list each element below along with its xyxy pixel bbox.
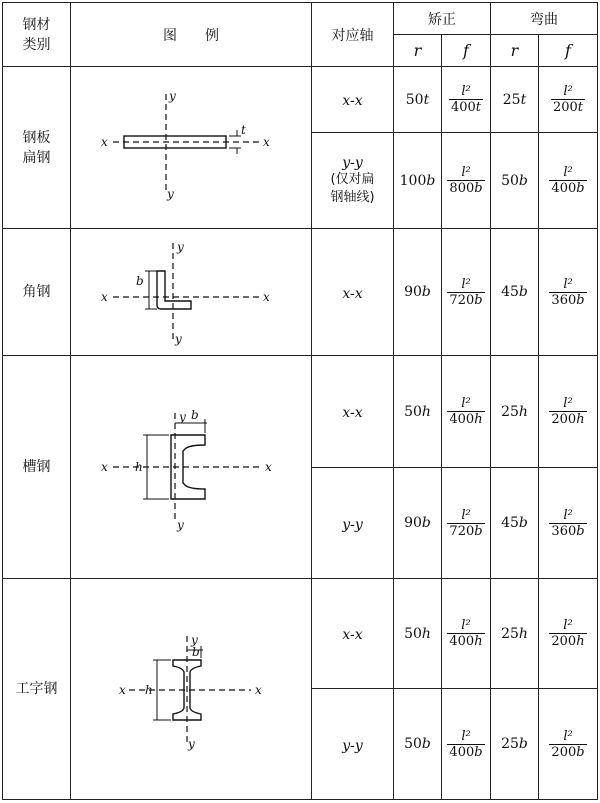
f-numerator: l² (447, 508, 484, 524)
f-den-num: 800 (449, 181, 475, 196)
axis-cell (312, 133, 394, 229)
channel-steel-diagram (91, 395, 291, 535)
r2-num: 45 (501, 284, 519, 300)
axis-cell (312, 67, 394, 133)
r2-var: h (518, 625, 528, 642)
r2-num: 25 (502, 91, 521, 108)
r-straighten-cell (394, 356, 442, 468)
f-den-var: t (475, 100, 482, 115)
figure-flat-steel (71, 67, 312, 229)
header-category (3, 3, 71, 67)
f-numerator: l² (449, 84, 483, 100)
header-r-straighten: r (394, 35, 442, 67)
f-straighten-cell (442, 468, 491, 579)
axis-text: x-x (342, 285, 363, 302)
f2-numerator: l² (551, 84, 585, 100)
r-var: b (421, 284, 431, 300)
r-num: 90 (404, 515, 422, 531)
r2-var: b (518, 284, 528, 300)
channel-y-top-label: y (179, 410, 186, 424)
f2-numerator: l² (549, 729, 586, 745)
r2-num: 25 (501, 403, 519, 420)
f2-den-var: b (576, 292, 585, 308)
r-straighten-cell (394, 133, 442, 229)
flat-x-left-label: x (101, 134, 108, 149)
axis-text: x-x (342, 627, 363, 643)
f2-den-var: h (576, 634, 585, 649)
category-text: 角钢 (22, 284, 51, 300)
f-bend-cell (539, 579, 598, 689)
f2-den-var: b (576, 744, 585, 760)
f2-den-num: 400 (551, 181, 577, 196)
figure-i-beam (71, 579, 312, 800)
f2-den-var: b (576, 181, 585, 196)
header-category-text: 钢材 类别 (22, 16, 51, 53)
r-bend-cell (491, 356, 539, 468)
f-den-var: h (474, 634, 483, 649)
r2-num: 25 (501, 736, 519, 752)
ibeam-y-bottom-label: y (188, 737, 195, 751)
r2-num: 25 (501, 625, 519, 642)
r-num: 50 (404, 736, 422, 752)
f-den-num: 400 (449, 634, 475, 649)
f2-den-num: 200 (552, 100, 578, 115)
f2-den-var: t (577, 100, 584, 115)
r-bend-cell (491, 67, 539, 133)
channel-x-right-label: x (265, 460, 272, 474)
axis-cell (312, 689, 394, 800)
f2-numerator: l² (549, 277, 586, 293)
f-den-num: 400 (450, 100, 476, 115)
f-bend-cell (539, 689, 598, 800)
f2-numerator: l² (549, 165, 586, 181)
ibeam-x-right-label: x (255, 683, 262, 697)
r-var: t (423, 91, 430, 108)
f-den-var: b (474, 181, 483, 196)
figure-angle-steel (71, 229, 312, 356)
f-bend-cell (539, 468, 598, 579)
flat-steel-diagram (91, 86, 291, 206)
r2-var: t (520, 91, 527, 108)
ibeam-y-top-label: y (191, 633, 198, 647)
category-cell (3, 229, 71, 356)
r-num: 100 (399, 172, 427, 189)
f-bend-cell (539, 229, 598, 356)
angle-x-left-label: x (101, 289, 108, 304)
f-den-var: b (474, 523, 483, 539)
axis-note: (仅对扁 钢轴线) (330, 171, 375, 205)
axis-text: y-y (342, 737, 363, 754)
category-cell (3, 356, 71, 579)
f-den-num: 720 (449, 523, 475, 539)
r-var: b (421, 736, 431, 752)
f2-den-num: 360 (551, 292, 577, 308)
header-straighten: 矫正 (394, 3, 491, 35)
r-bend-cell (491, 468, 539, 579)
table-row (3, 579, 598, 689)
f-den-var: b (474, 292, 483, 308)
f-straighten-cell (442, 579, 491, 689)
channel-h-label: h (135, 460, 143, 474)
category-text: 工字钢 (15, 681, 58, 697)
f-den-num: 400 (449, 412, 475, 427)
figure-channel-steel (71, 356, 312, 579)
r-bend-cell (491, 133, 539, 229)
flat-x-right-label: x (263, 134, 270, 149)
channel-b-label: b (191, 408, 199, 422)
flat-t-label: t (241, 122, 246, 137)
f-bend-cell (539, 133, 598, 229)
flat-y-bottom-label: y (167, 186, 174, 201)
table-row (3, 356, 598, 468)
table-row (3, 67, 598, 133)
flat-y-top-label: y (169, 88, 176, 103)
header-r-bend: r (491, 35, 539, 67)
axis-cell (312, 356, 394, 468)
f2-den-var: h (576, 412, 585, 427)
f-straighten-cell (442, 356, 491, 468)
header-figure: 图 例 (71, 3, 312, 67)
r-var: b (421, 515, 431, 531)
f2-den-var: b (576, 523, 585, 539)
header-f-bend: f (539, 35, 598, 67)
f-den-var: h (474, 412, 483, 427)
axis-cell (312, 229, 394, 356)
r-num: 50 (404, 403, 422, 420)
r2-var: b (518, 736, 528, 752)
f-numerator: l² (447, 277, 484, 293)
r2-var: h (518, 403, 528, 420)
f2-numerator: l² (549, 508, 586, 524)
f-den-num: 720 (449, 292, 475, 308)
axis-cell (312, 468, 394, 579)
channel-y-bottom-label: y (177, 518, 184, 532)
angle-steel-diagram (91, 233, 291, 348)
r-straighten-cell (394, 468, 442, 579)
r-num: 50 (404, 625, 422, 642)
header-f-straighten: f (442, 35, 491, 67)
f-den-var: b (474, 744, 483, 760)
r-straighten-cell (394, 67, 442, 133)
r-var: h (421, 403, 431, 420)
r2-var: b (518, 172, 528, 189)
f-numerator: l² (447, 165, 484, 181)
angle-y-bottom-label: y (175, 331, 182, 346)
r-var: h (421, 625, 431, 642)
r-straighten-cell (394, 689, 442, 800)
r-bend-cell (491, 579, 539, 689)
r-num: 50 (405, 91, 424, 108)
f-bend-cell (539, 67, 598, 133)
r-bend-cell (491, 229, 539, 356)
f2-numerator: l² (549, 618, 586, 634)
category-cell (3, 67, 71, 229)
f2-den-num: 200 (551, 412, 577, 427)
axis-text: x-x (342, 93, 363, 109)
i-beam-diagram (91, 622, 291, 752)
f-straighten-cell (442, 133, 491, 229)
f-numerator: l² (447, 396, 484, 412)
header-axis: 对应轴 (312, 3, 394, 67)
category-text: 钢板 扁钢 (22, 129, 51, 166)
angle-b-label: b (136, 273, 144, 288)
r2-var: b (518, 515, 528, 531)
ibeam-h-label: h (145, 683, 153, 697)
f-bend-cell (539, 356, 598, 468)
r-straighten-cell (394, 229, 442, 356)
f2-den-num: 360 (551, 523, 577, 539)
r2-num: 45 (501, 515, 519, 531)
r-var: b (426, 172, 436, 189)
f-den-num: 400 (449, 744, 475, 760)
r-straighten-cell (394, 579, 442, 689)
axis-text: y-y (342, 154, 363, 171)
f2-den-num: 200 (551, 634, 577, 649)
channel-x-left-label: x (101, 460, 108, 474)
f2-den-num: 200 (551, 744, 577, 760)
axis-text: x-x (342, 405, 363, 421)
r-num: 90 (404, 284, 422, 300)
steel-correction-table (2, 2, 598, 800)
ibeam-b-label: b (192, 645, 200, 659)
f2-numerator: l² (549, 396, 586, 412)
f-straighten-cell (442, 689, 491, 800)
r2-num: 50 (501, 172, 519, 189)
axis-cell (312, 579, 394, 689)
header-bend: 弯曲 (491, 3, 598, 35)
angle-y-top-label: y (177, 239, 184, 254)
r-bend-cell (491, 689, 539, 800)
f-straighten-cell (442, 67, 491, 133)
category-text: 槽钢 (22, 459, 51, 475)
f-straighten-cell (442, 229, 491, 356)
f-numerator: l² (447, 618, 484, 634)
ibeam-x-left-label: x (119, 683, 126, 697)
angle-x-right-label: x (263, 289, 270, 304)
f-numerator: l² (447, 729, 484, 745)
table-row (3, 229, 598, 356)
category-cell (3, 579, 71, 800)
axis-text: y-y (342, 516, 363, 533)
